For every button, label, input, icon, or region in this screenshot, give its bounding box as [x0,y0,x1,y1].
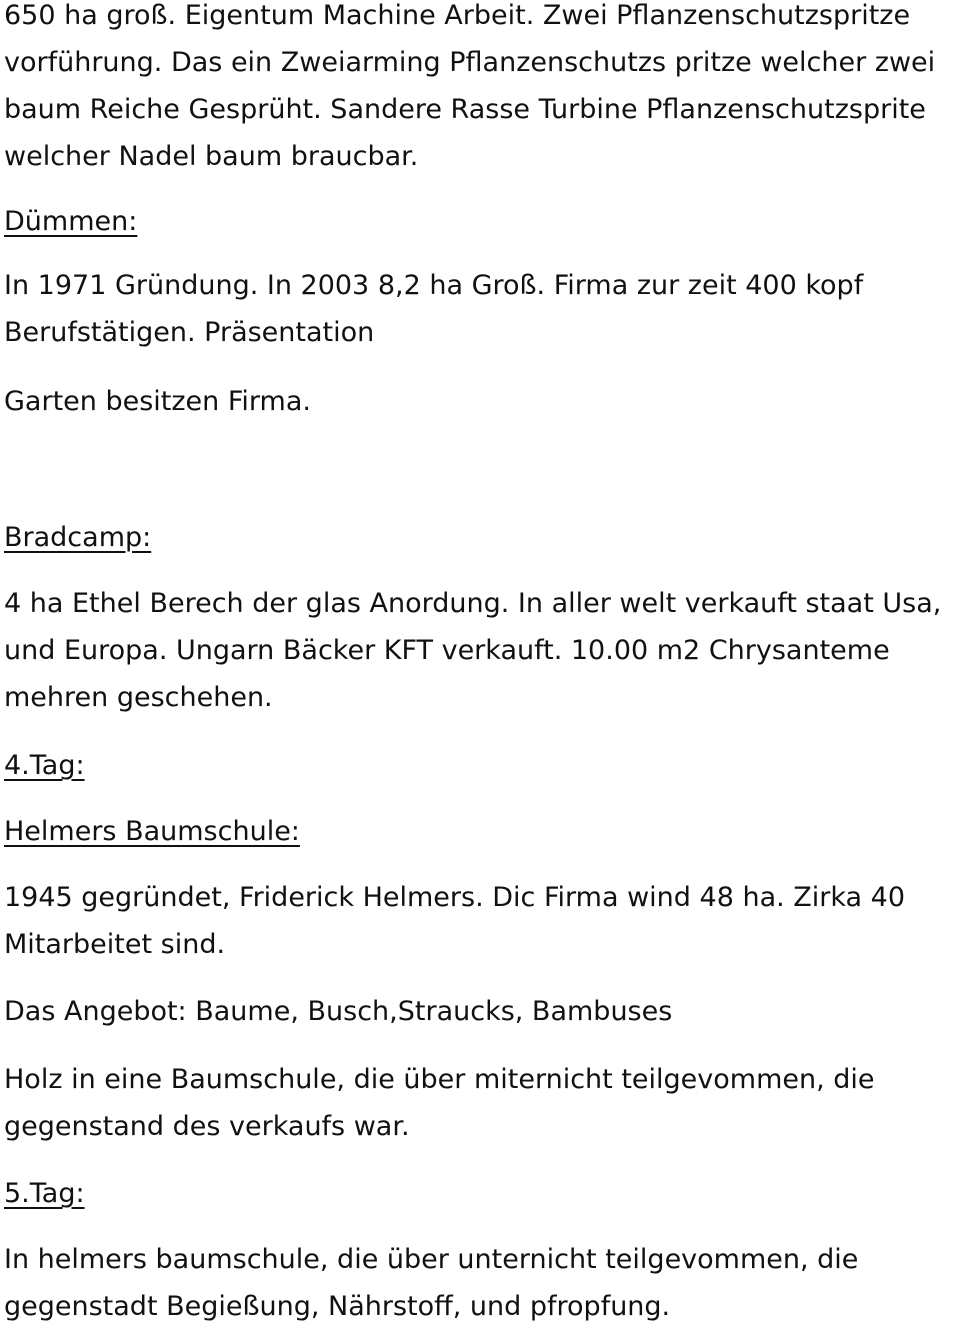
text-line: und Europa. Ungarn Bäcker KFT verkauft. 10.00 m2 Chrysanteme [4,635,890,666]
tag5-paragraph [4,1236,858,1330]
bradcamp-paragraph [4,580,941,721]
text-line: vorführung. Das ein Zweiarming Pflanzenschutzs pritze welcher zwei [4,47,936,78]
holz-paragraph [4,1056,875,1150]
duemmen-extra-line: Garten besitzen Firma. [4,386,311,417]
text-line: 650 ha groß. Eigentum Machine Arbeit. Zwei Pflanzenschutzspritze [4,0,911,31]
text-line: welcher Nadel baum braucbar. [4,141,419,172]
text-line: 4 ha Ethel Berech der glas Anordung. In aller welt verkauft staat Usa, [4,588,942,619]
duemmen-paragraph [4,262,863,356]
text-line: mehren geschehen. [4,682,273,713]
section-heading-helmers: Helmers Baumschule: [4,816,300,847]
text-line: In helmers baumschule, die über unternicht teilgevommen, die [4,1244,859,1275]
angebot-line: Das Angebot: Baume, Busch,Straucks, Bambuses [4,996,673,1027]
text-line: In 1971 Gründung. In 2003 8,2 ha Groß. Firma zur zeit 400 kopf [4,270,864,301]
intro-paragraph [4,0,935,180]
section-heading-tag5: 5.Tag: [4,1178,85,1209]
text-line: gegenstand des verkaufs war. [4,1111,410,1142]
section-heading-duemmen: Dümmen: [4,206,138,237]
text-line: baum Reiche Gesprüht. Sandere Rasse Turbine Pflanzenschutzsprite [4,94,926,125]
text-line: Holz in eine Baumschule, die über miternicht teilgevommen, die [4,1064,875,1095]
section-heading-bradcamp: Bradcamp: [4,522,152,553]
section-heading-tag4: 4.Tag: [4,750,85,781]
helmers-paragraph [4,874,905,968]
text-line: 1945 gegründet, Friderick Helmers. Dic Firma wind 48 ha. Zirka 40 [4,882,906,913]
text-line: Mitarbeitet sind. [4,929,226,960]
text-line: Berufstätigen. Präsentation [4,317,375,348]
text-line: gegenstadt Begießung, Nährstoff, und pfropfung. [4,1291,671,1322]
